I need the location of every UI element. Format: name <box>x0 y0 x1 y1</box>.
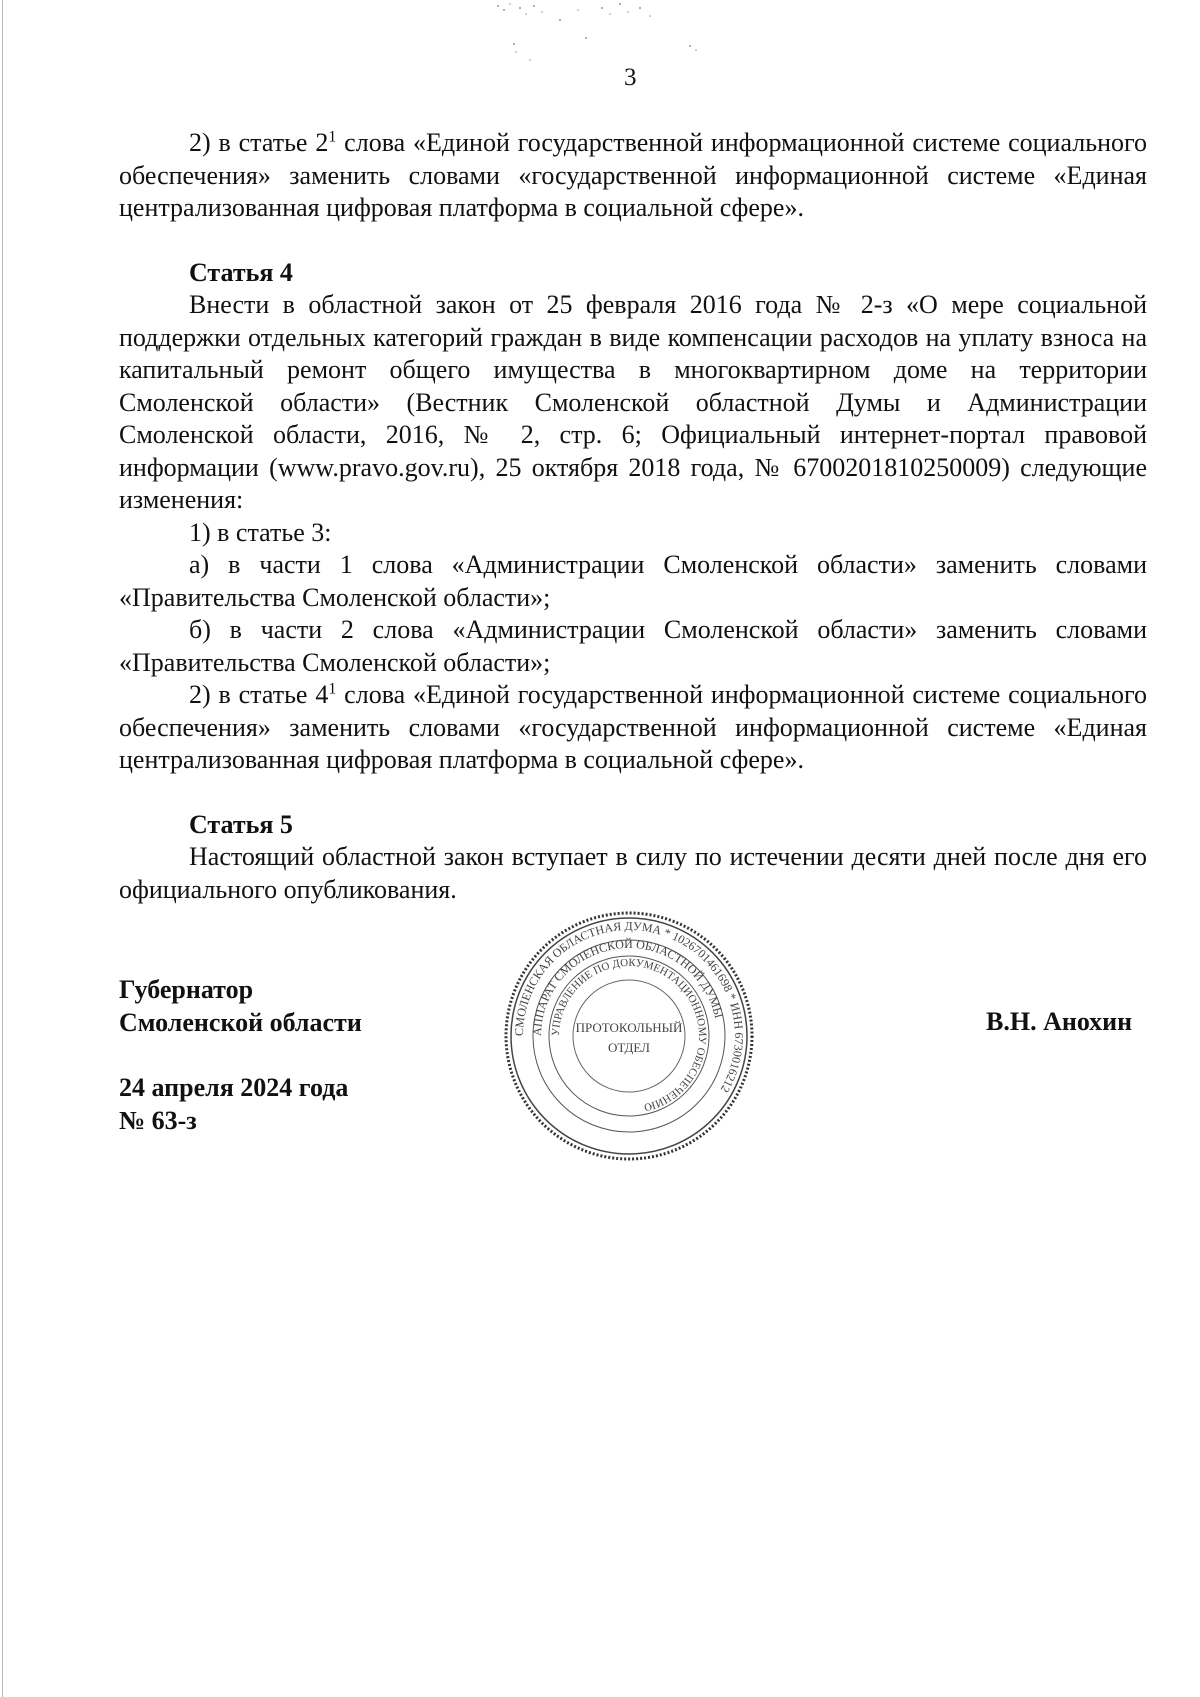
seal-outer-text: СМОЛЕНСКАЯ ОБЛАСТНАЯ ДУМА * 1026701461698 * ИНН 6730016212 <box>511 918 747 1096</box>
article4-heading: Статья 4 <box>189 257 293 287</box>
text-segment: слова «Единой государственной информационной системе социального обеспечения» заменить словами «государственной информационной системе «Единая централизованная цифровая платформа в социальной сфере». <box>119 680 1147 774</box>
superscript: 1 <box>328 680 337 698</box>
seal-middle-text: АППАРАТ СМОЛЕНСКОЙ ОБЛАСТНОЙ ДУМЫ <box>529 936 727 1037</box>
article4-item2 <box>119 679 1147 777</box>
text-segment: 2) в статье 4 <box>189 680 329 709</box>
signatory-title <box>119 974 362 1039</box>
scan-margin-line <box>2 0 3 1697</box>
article5-text: Настоящий областной закон вступает в силу по истечении десяти дней после дня его официального опубликования. <box>119 842 1147 904</box>
seal-inner-text: УПРАВЛЕНИЕ ПО ДОКУМЕНТАЦИОННОМУ ОБЕСПЕЧЕНИЮ <box>549 956 709 1114</box>
page-number: 3 <box>624 64 637 91</box>
official-seal <box>503 910 755 1162</box>
superscript: 1 <box>328 128 337 146</box>
law-date-block <box>119 1072 348 1137</box>
seal-center-line1: ПРОТОКОЛЬНЫЙ <box>575 1020 683 1035</box>
article4-item1: 1) в статье 3: <box>189 517 332 547</box>
law-date: 24 апреля 2024 года <box>119 1073 349 1102</box>
seal-center-line2: ОТДЕЛ <box>608 1040 650 1055</box>
article5-heading: Статья 5 <box>189 809 293 839</box>
text-segment: 2) в статье 2 <box>189 128 329 157</box>
article4-intro: Внести в областной закон от 25 февраля 2016 года № 2-з «О мере социальной поддержки отдельных категорий граждан в виде компенсации расходов на уплату взноса на капитальный ремонт общего имущества в многоквартирном доме на территории Смоленской области» (Вестник Смоленской областной Думы и Администрации Смоленской области, 2016, № 2, стр. 6; Официальный интернет-портал правовой информации (www.pravo.gov.ru), 25 октября 2018 года, № 6700201810250009) следующие изменения: <box>119 290 1147 514</box>
signatory-name: В.Н. Анохин <box>986 1007 1133 1036</box>
paragraph-article3-item2 <box>119 127 1147 225</box>
signatory-title-line1: Губернатор <box>119 975 254 1004</box>
signatory-title-line2: Смоленской области <box>119 1007 362 1037</box>
text-segment: слова «Единой государственной информационной системе социального обеспечения» заменить словами «государственной информационной системе «Единая централизованная цифровая платформа в социальной сфере». <box>119 128 1147 222</box>
law-number: № 63-з <box>119 1105 197 1135</box>
article4-item1a: а) в части 1 слова «Администрации Смоленской области» заменить словами «Правительства Смоленской области»; <box>119 550 1147 612</box>
article4-item1b: б) в части 2 слова «Администрации Смоленской области» заменить словами «Правительства Смоленской области»; <box>119 615 1147 677</box>
scan-noise <box>490 0 730 75</box>
document-body <box>119 127 1147 906</box>
